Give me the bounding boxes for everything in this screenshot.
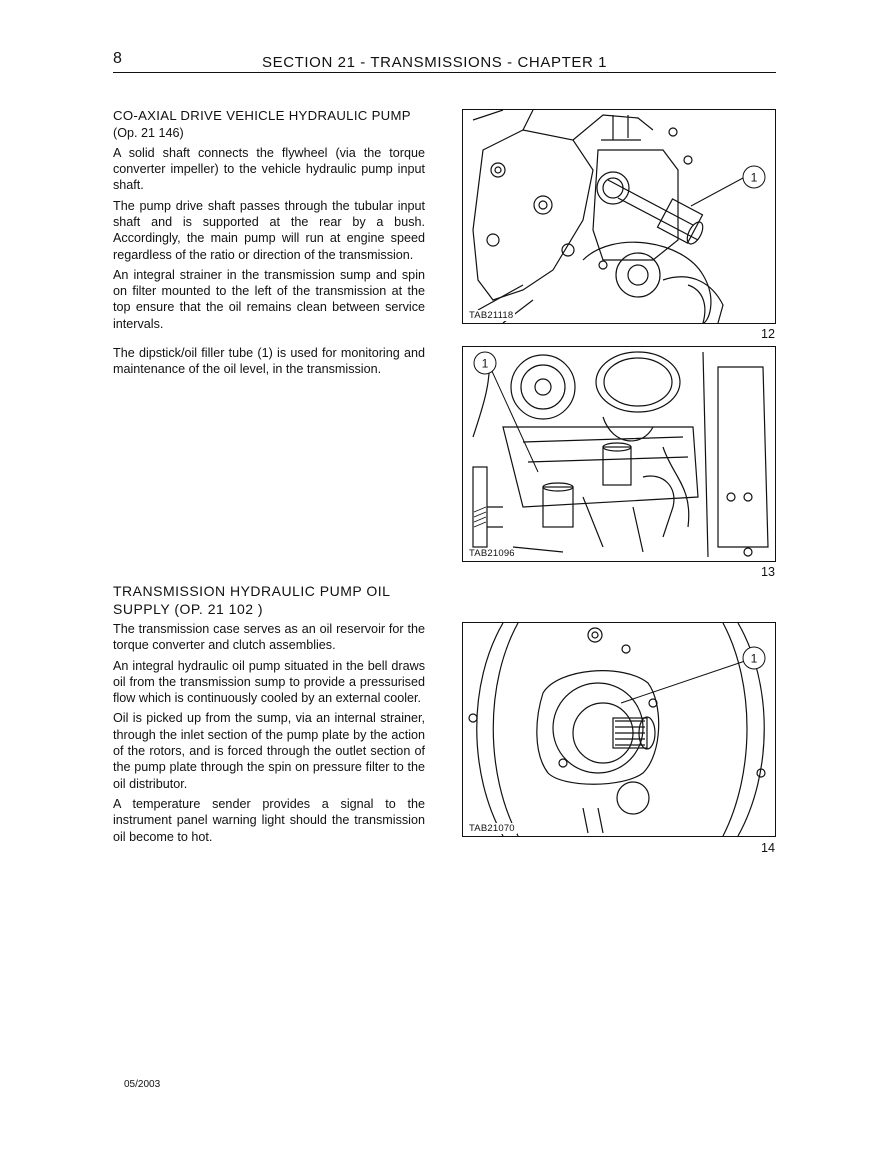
figure-13-dipstick-tube xyxy=(462,346,776,562)
figure-13-illustration xyxy=(463,347,775,561)
figure-13-number: 13 xyxy=(761,565,776,579)
section1-paragraph: An integral strainer in the transmission sump and spin on filter mounted to the left of the transmission at the top ensure that the oil remains clean between service intervals. xyxy=(113,267,425,331)
header-rule xyxy=(113,72,776,73)
dipstick-paragraph: The dipstick/oil filler tube (1) is used for monitoring and maintenance of the oil level, in the transmission. xyxy=(113,346,425,377)
figure-12-code: TAB21118 xyxy=(469,310,514,321)
figure-14-number: 14 xyxy=(761,841,776,855)
footer-date: 05/2003 xyxy=(124,1079,161,1090)
figure-12-hydraulic-pump-shaft xyxy=(462,109,776,324)
section1-op-ref: (Op. 21 146) xyxy=(113,125,184,140)
dipstick-text xyxy=(113,345,425,382)
figure-12-illustration xyxy=(463,110,775,323)
section1-paragraph: The pump drive shaft passes through the tubular input shaft and is supported at the rear by a bush. Accordingly, the main pump will run at engine speed regardless of the ratio or direction of the transmission. xyxy=(113,198,425,262)
section2-paragraph: The transmission case serves as an oil reservoir for the torque converter and clutch assemblies. xyxy=(113,622,425,653)
section1-text xyxy=(113,108,425,336)
section-title: SECTION 21 - TRANSMISSIONS - CHAPTER 1 xyxy=(262,54,608,71)
section2-heading-line1: TRANSMISSION HYDRAULIC PUMP OIL xyxy=(113,583,391,599)
figure-12-callout: 1 xyxy=(750,170,758,185)
figure-13-code: TAB21096 xyxy=(469,548,515,559)
figure-14-callout: 1 xyxy=(750,651,758,666)
section1-heading: CO-AXIAL DRIVE VEHICLE HYDRAULIC PUMP xyxy=(113,108,411,123)
figure-14-code: TAB21070 xyxy=(469,823,515,834)
section2-heading-line2: SUPPLY (OP. 21 102 ) xyxy=(113,601,264,617)
section2-paragraph: Oil is picked up from the sump, via an internal strainer, through the inlet section of the pump plate by the action of the rotors, and is forced through the outlet section of the pump plate through the spin on pressure filter to the oil distributor. xyxy=(113,711,425,791)
section1-paragraph: A solid shaft connects the flywheel (via the torque converter impeller) to the vehicle hydraulic pump input shaft. xyxy=(113,145,425,193)
section2-text xyxy=(113,582,425,849)
figure-14-illustration xyxy=(463,623,775,836)
section2-paragraph: An integral hydraulic oil pump situated in the bell draws oil from the transmission sump to provide a pressurised flow which is continuously cooled by an external cooler. xyxy=(113,658,425,706)
figure-13-callout: 1 xyxy=(481,356,489,371)
section2-paragraph: A temperature sender provides a signal to the instrument panel warning light should the transmission oil become to hot. xyxy=(113,796,425,844)
figure-14-oil-pump xyxy=(462,622,776,837)
figure-12-number: 12 xyxy=(761,327,776,341)
page-number: 8 xyxy=(113,50,122,67)
